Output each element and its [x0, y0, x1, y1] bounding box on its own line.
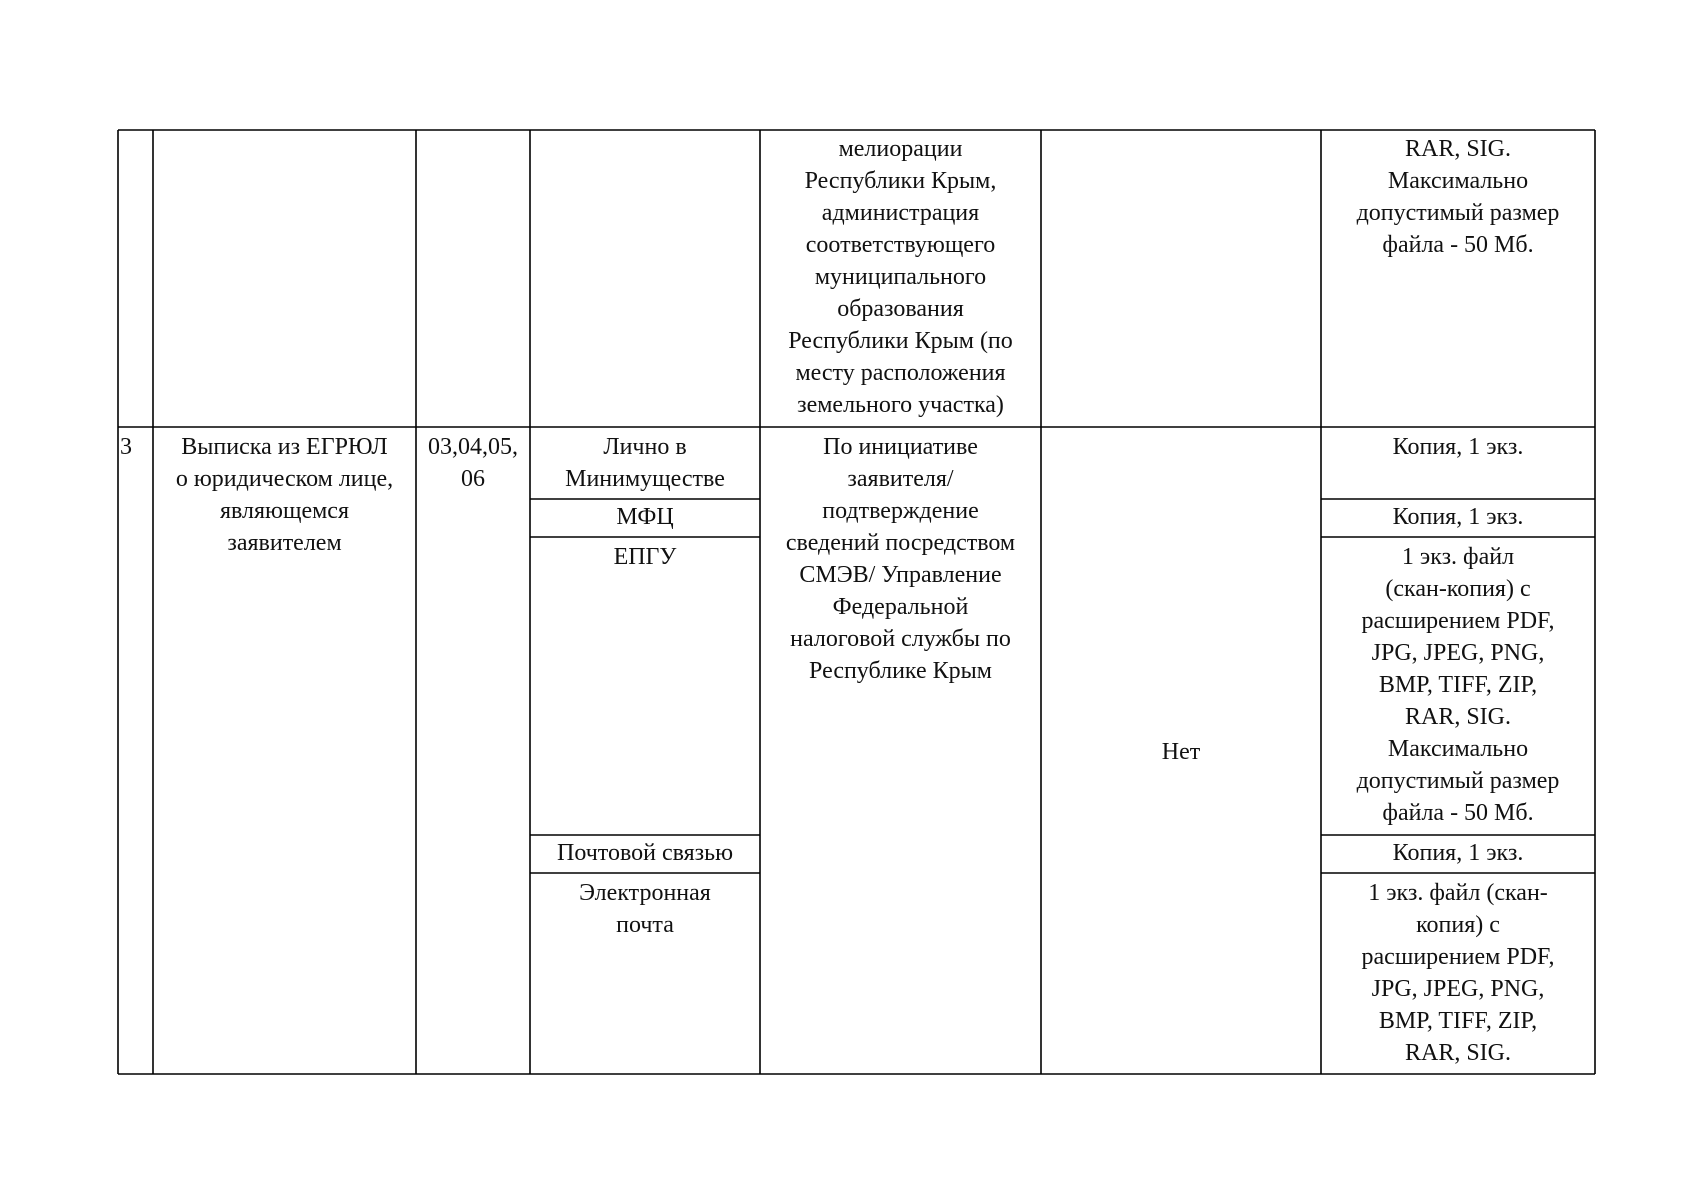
channel-method-cell: Лично в Минимуществе	[565, 434, 725, 492]
channel-method-cell: ЕПГУ	[613, 544, 677, 570]
channel-format-cell: 1 экз. файл (скан- копия) с расширением PDF, JPG, JPEG, PNG, BMP, TIFF, ZIP, RAR, SIG.	[1361, 880, 1555, 1066]
channel-format-cell: Копия, 1 экз.	[1392, 840, 1524, 866]
channel-method-cell: Почтовой связью	[556, 840, 734, 866]
channel-method-cell: МФЦ	[616, 504, 674, 530]
format-cell: RAR, SIG. Максимально допустимый размер файла - 50 Мб.	[1356, 136, 1560, 258]
authority-cell: По инициативе заявителя/ подтверждение сведений посредством СМЭВ/ Управление Федеральной налоговой службы по Республике Крым	[785, 434, 1016, 684]
authority-cell: мелиорации Республики Крым, администрация соответствующего муниципального образования Республики Крым (по месту расположения земельного участка)	[788, 136, 1013, 418]
channel-format-cell: Копия, 1 экз.	[1392, 434, 1524, 460]
document-name-cell: Выписка из ЕГРЮЛ о юридическом лице, являющемся заявителем	[175, 434, 394, 556]
codes-cell: 03,04,05, 06	[428, 434, 518, 492]
channel-method-cell: Электронная почта	[579, 880, 711, 938]
row-number: 3	[120, 434, 132, 460]
required-cell: Нет	[1161, 739, 1201, 765]
channel-format-cell: 1 экз. файл (скан-копия) с расширением PDF, JPG, JPEG, PNG, BMP, TIFF, ZIP, RAR, SIG. Максимально допустимый размер файла - 50 Мб.	[1356, 544, 1560, 826]
channel-format-cell: Копия, 1 экз.	[1392, 504, 1524, 530]
